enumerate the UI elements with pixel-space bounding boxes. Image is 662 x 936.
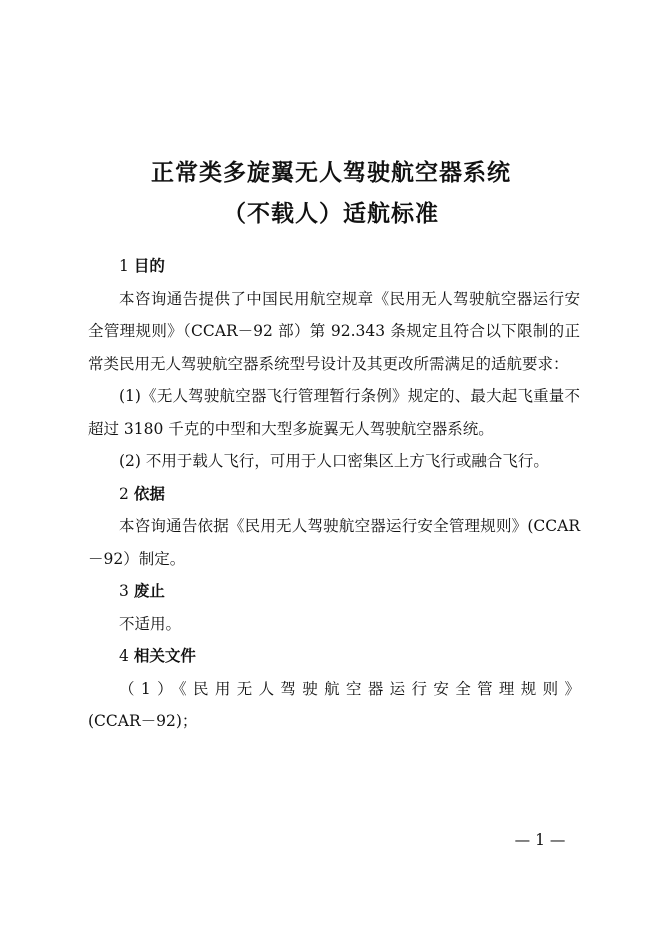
- section-3-heading-text: 废止: [133, 582, 165, 600]
- section-2-heading-text: 依据: [133, 484, 165, 503]
- section-4-item-1-line-2: (CCAR－92)；: [88, 712, 198, 730]
- section-2-paragraph: 本咨询通告依据《民用无人驾驶航空器运行安全管理规则》(CCAR－92）制定。: [88, 517, 580, 568]
- section-1-heading-text: 目的: [133, 257, 165, 275]
- section-4-heading-text: 相关文件: [133, 647, 196, 665]
- section-1-number: 1: [119, 257, 129, 275]
- document-title-line-2: （不载人）适航标准: [223, 201, 439, 227]
- section-1-paragraph: 本咨询通告提供了中国民用航空规章《民用无人驾驶航空器运行安全管理规则》（CCAR－92 部）第 92.343 条规定且符合以下限制的正常类民用无人驾驶航空器系统型号设计及其更改所需满足的适航要求：: [88, 289, 580, 373]
- section-3-heading: [88, 575, 580, 608]
- section-4-heading: [88, 640, 580, 673]
- document-title-line-1: 正常类多旋翼无人驾驶航空器系统: [151, 160, 511, 186]
- section-4-item-1-line-1: （1）《民用无人驾驶航空器运行安全管理规则》: [119, 679, 580, 698]
- page-number: — 1 —: [514, 831, 566, 849]
- section-1-item-1: (1)《无人驾驶航空器飞行管理暂行条例》规定的、最大起飞重量不超过 3180 千克的中型和大型多旋翼无人驾驶航空器系统。: [88, 387, 580, 438]
- document-body: [88, 250, 580, 738]
- section-1-heading: [88, 250, 580, 283]
- section-2-heading: [88, 478, 580, 511]
- section-3-paragraph: 不适用。: [119, 614, 182, 633]
- section-4-number: 4: [119, 647, 129, 665]
- section-3-number: 3: [119, 582, 129, 600]
- section-2-number: 2: [119, 484, 129, 503]
- section-1-item-2: (2) 不用于载人飞行，可用于人口密集区上方飞行或融合飞行。: [119, 452, 549, 470]
